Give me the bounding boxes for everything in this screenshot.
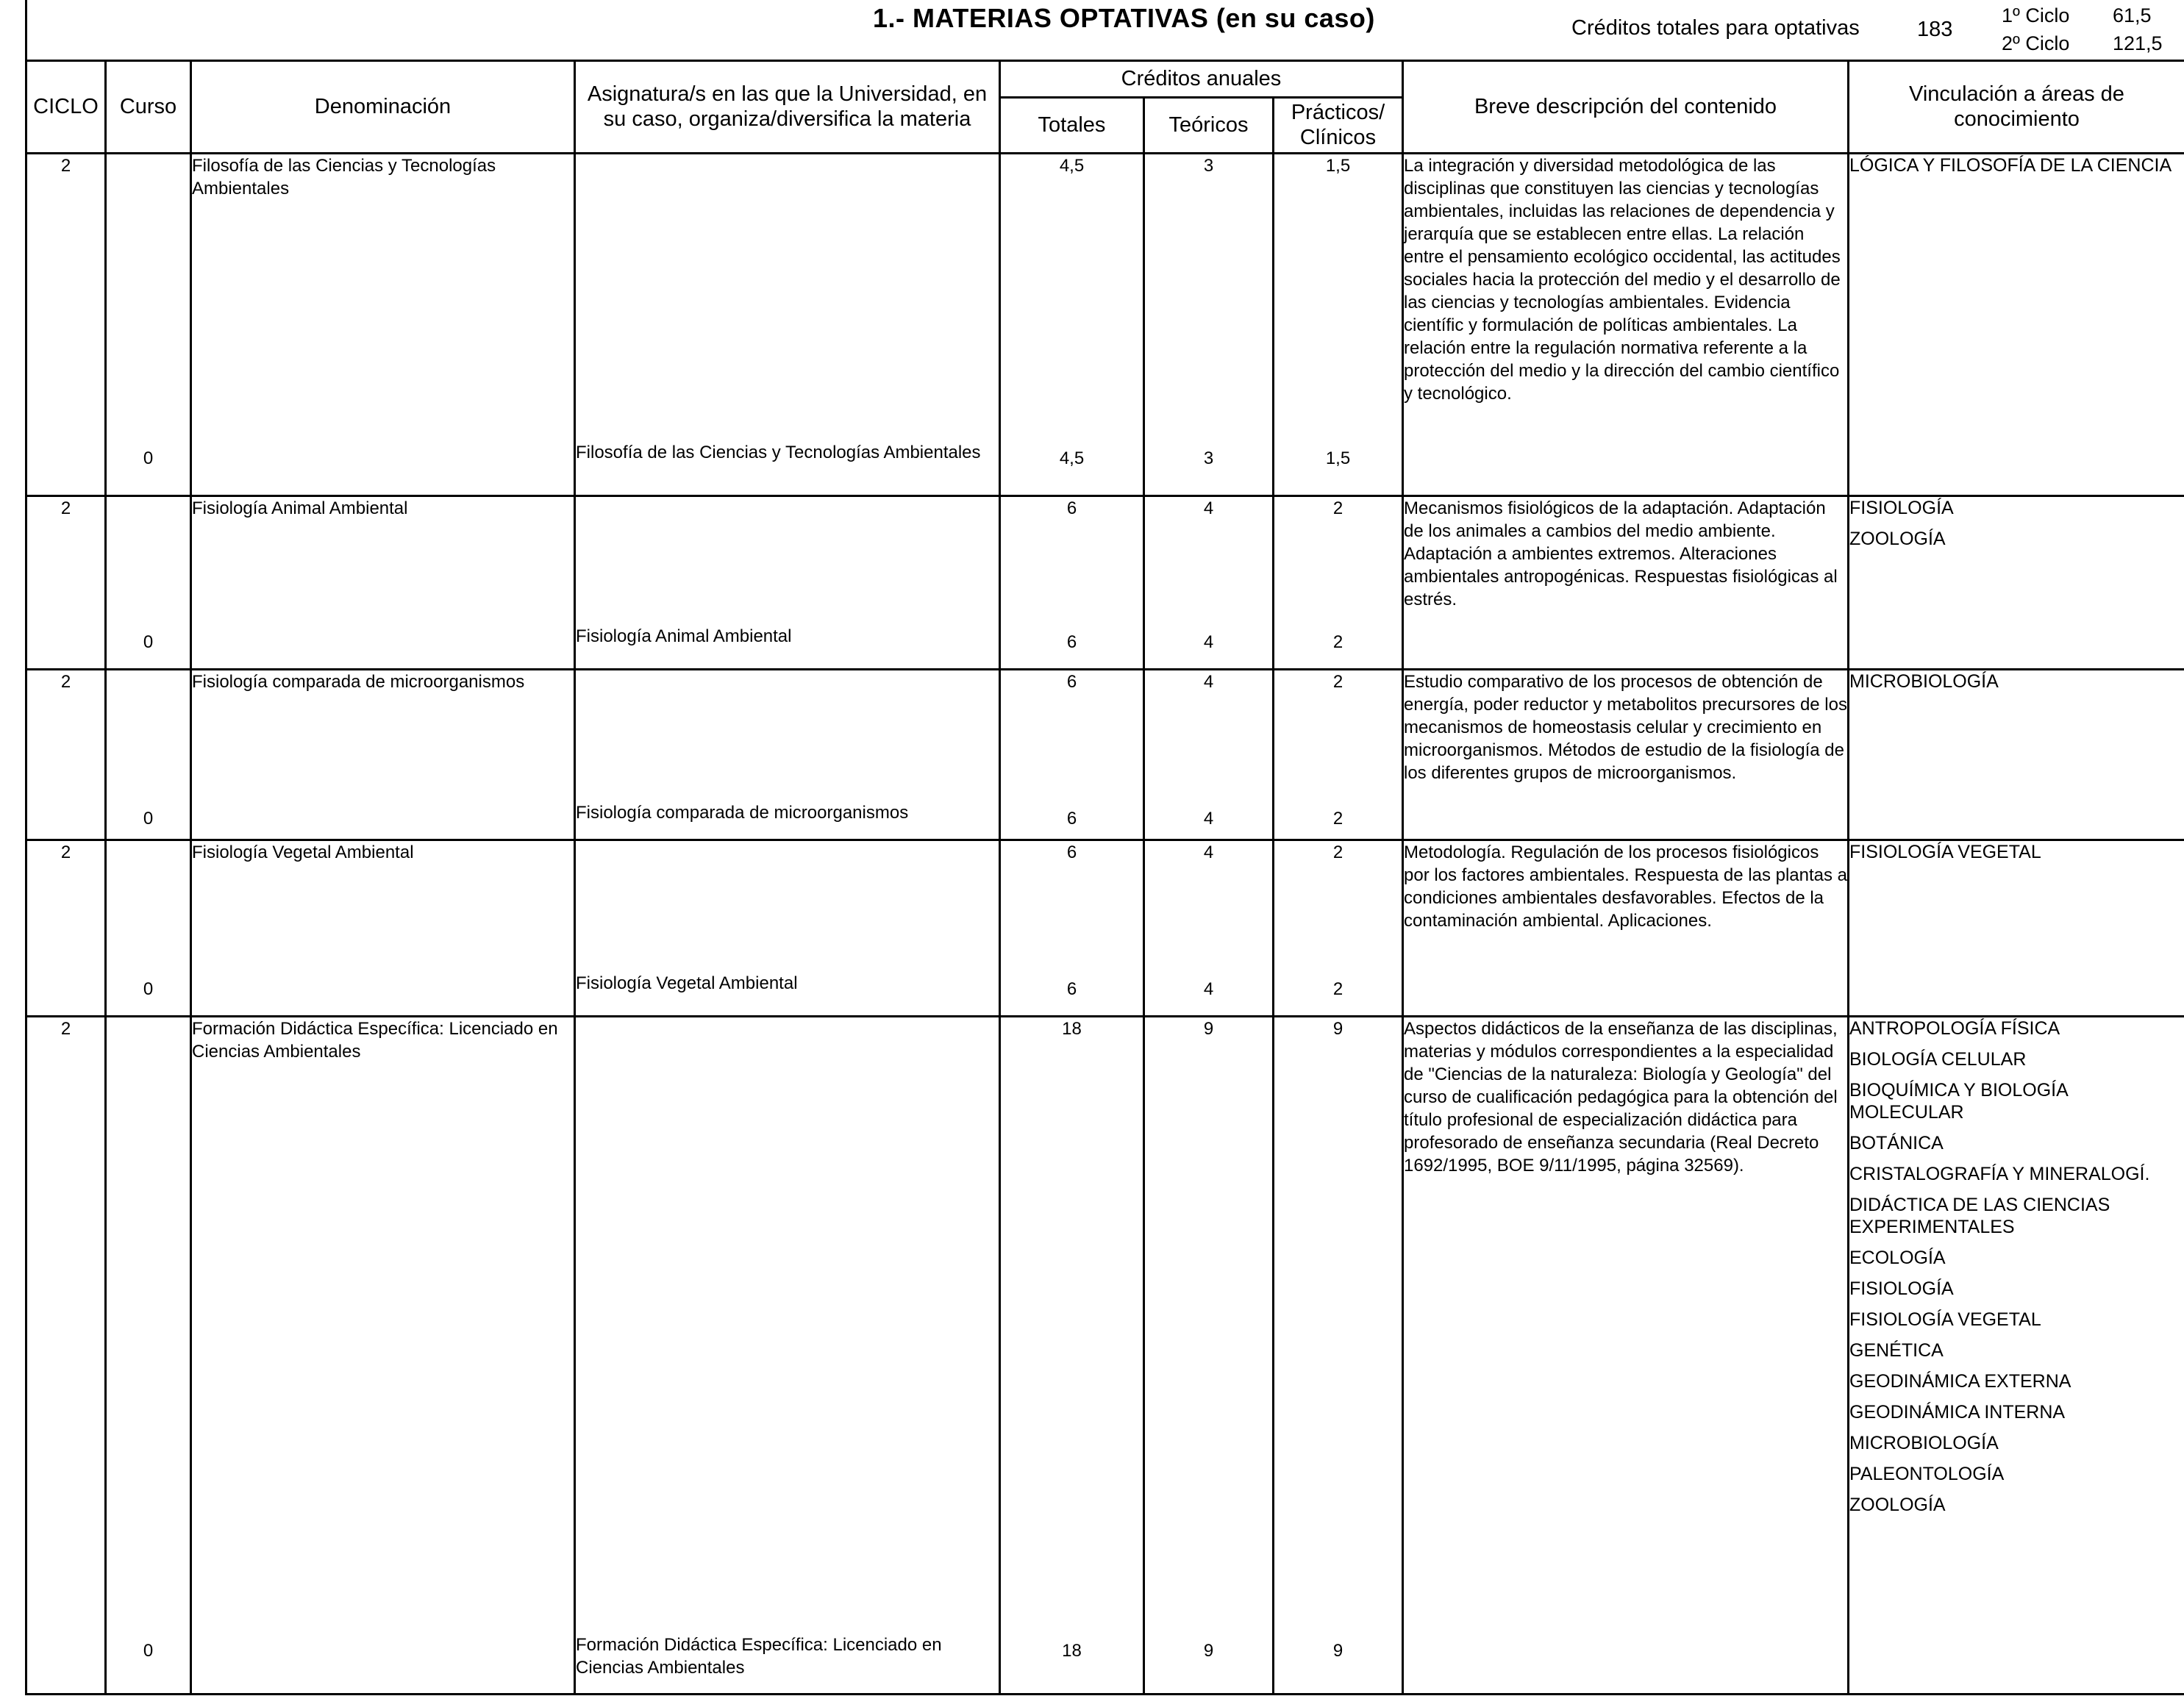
denominacion-cell: [191, 801, 575, 840]
descripcion-cell: Aspectos didácticos de la enseñanza de las disciplinas, materias y módulos correspondientes a la especialidad de "Ciencias de la naturaleza: Biología y Geología" del curso de cualificación pedagógica para la obtención del título profesional de especialización didáctica para profesorado de enseñanza secundaria (Real Decreto 1692/1995, BOE 9/11/1995, página 32569).: [1403, 1016, 1849, 1634]
asignatura-cell: Fisiología Vegetal Ambiental: [575, 972, 1000, 1016]
areas-cell: [1849, 669, 2184, 801]
ciclo-cell: [26, 801, 106, 840]
totales-cell: 6: [1000, 840, 1144, 972]
asignatura-cell: [575, 840, 1000, 972]
col-header-curso: Curso: [106, 62, 191, 153]
totales-cell: 4,5: [1000, 153, 1144, 441]
ciclo-cell: 2: [26, 153, 106, 441]
areas-cell: [1849, 1634, 2184, 1695]
table-row: [26, 972, 2184, 1016]
denominacion-cell: [191, 625, 575, 669]
credits-total-value: 183: [1917, 18, 1953, 41]
area-item: ANTROPOLOGÍA FÍSICA: [1849, 1017, 2060, 1039]
practicos-cell: 2: [1274, 495, 1403, 625]
descripcion-cell: Mecanismos fisiológicos de la adaptación. Adaptación de los animales a cambios del medio ambiente. Adaptación a ambientes extremos. Alteraciones ambientales antropogénicas. Respuestas fisiológicas al estrés.: [1403, 495, 1849, 625]
descripcion-cell: [1403, 625, 1849, 669]
ciclo-cell: 2: [26, 495, 106, 625]
curso-cell: [106, 669, 191, 801]
teoricos-cell: 4: [1144, 495, 1274, 625]
denominacion-cell: [191, 441, 575, 495]
area-item: GEODINÁMICA EXTERNA: [1849, 1370, 2071, 1392]
asignatura-cell: Fisiología comparada de microorganismos: [575, 801, 1000, 840]
table-row: [26, 1634, 2184, 1695]
table-row: [26, 153, 2184, 441]
totales-cell: 18: [1000, 1016, 1144, 1634]
asignatura-cell: Fisiología Animal Ambiental: [575, 625, 1000, 669]
practicos-cell: 2: [1274, 669, 1403, 801]
col-header-creditos-anuales: Créditos anuales: [1000, 62, 1403, 97]
cycle-1-value: 61,5: [2113, 4, 2152, 26]
curso-cell: [106, 1016, 191, 1634]
area-item: FISIOLOGÍA VEGETAL: [1849, 1309, 2041, 1330]
denominacion-cell: Fisiología comparada de microorganismos: [191, 669, 575, 801]
table-row: [26, 801, 2184, 840]
areas-cell: [1849, 801, 2184, 840]
asignatura-cell: Filosofía de las Ciencias y Tecnologías Ambientales: [575, 441, 1000, 495]
ciclo-cell: [26, 441, 106, 495]
cycle-1-label: 1º Ciclo: [2002, 4, 2070, 26]
areas-cell: [1849, 153, 2184, 441]
asignatura-cell: [575, 669, 1000, 801]
totales-cell: 6: [1000, 625, 1144, 669]
col-header-asignaturas: Asignatura/s en las que la Universidad, en su caso, organiza/diversifica la materia: [575, 62, 1000, 153]
document-title: 1.- MATERIAS OPTATIVAS (en su caso): [873, 3, 1375, 33]
practicos-cell: 2: [1274, 801, 1403, 840]
denominacion-cell: [191, 1634, 575, 1695]
denominacion-cell: Formación Didáctica Específica: Licenciado en Ciencias Ambientales: [191, 1016, 575, 1634]
teoricos-cell: 4: [1144, 840, 1274, 972]
area-item: MICROBIOLOGÍA: [1849, 1432, 1999, 1453]
areas-cell: [1849, 625, 2184, 669]
curso-cell: 0: [106, 972, 191, 1016]
area-item: FISIOLOGÍA: [1849, 1278, 1954, 1299]
curso-cell: 0: [106, 441, 191, 495]
teoricos-cell: 9: [1144, 1634, 1274, 1695]
teoricos-cell: 4: [1144, 669, 1274, 801]
teoricos-cell: 4: [1144, 801, 1274, 840]
area-item: FISIOLOGÍA: [1849, 497, 1954, 518]
table-bottom-rule: [25, 1693, 2184, 1695]
totales-cell: 6: [1000, 972, 1144, 1016]
area-item: MICROBIOLOGÍA: [1849, 670, 1999, 692]
area-item: ECOLOGÍA: [1849, 1247, 1946, 1268]
optativas-table: [25, 62, 2184, 1695]
totales-cell: 18: [1000, 1634, 1144, 1695]
area-item: GENÉTICA: [1849, 1339, 1944, 1361]
col-header-ciclo: CICLO: [26, 62, 106, 153]
totales-cell: 4,5: [1000, 441, 1144, 495]
practicos-cell: 2: [1274, 840, 1403, 972]
area-item: FISIOLOGÍA VEGETAL: [1849, 841, 2041, 862]
descripcion-cell: [1403, 1634, 1849, 1695]
descripcion-cell: La integración y diversidad metodológica de las disciplinas que constituyen las ciencias y tecnologías ambientales, incluidas las relaciones de dependencia y jerarquía que se establecen entre ellas. La relación entre el pensamiento ecológico occidental, las actitudes sociales hacia la protección del medio y el desarrollo de las ciencias y tecnologías ambientales. Evidencia científic y formulación de políticas ambientales. La relación entre la regulación normativa referente a la protección del medio y la dirección del cambio científico y tecnológico.: [1403, 153, 1849, 441]
col-header-teoricos: Teóricos: [1144, 97, 1274, 153]
denominacion-cell: Fisiología Vegetal Ambiental: [191, 840, 575, 972]
totales-cell: 6: [1000, 801, 1144, 840]
asignatura-cell: Formación Didáctica Específica: Licenciado en Ciencias Ambientales: [575, 1634, 1000, 1695]
curso-cell: 0: [106, 801, 191, 840]
ciclo-cell: 2: [26, 1016, 106, 1634]
area-item: GEODINÁMICA INTERNA: [1849, 1401, 2066, 1423]
ciclo-cell: 2: [26, 840, 106, 972]
descripcion-cell: Metodología. Regulación de los procesos fisiológicos por los factores ambientales. Respuesta de las plantas a condiciones ambientales desfavorables. Efectos de la contaminación ambiental. Aplicaciones.: [1403, 840, 1849, 972]
area-item: CRISTALOGRAFÍA Y MINERALOGÍ.: [1849, 1163, 2150, 1184]
cycle-2-label: 2º Ciclo: [2002, 32, 2070, 54]
areas-cell: [1849, 840, 2184, 972]
table-row: [26, 840, 2184, 972]
area-item: DIDÁCTICA DE LAS CIENCIAS EXPERIMENTALES: [1849, 1194, 2110, 1237]
areas-cell: [1849, 972, 2184, 1016]
ciclo-cell: [26, 972, 106, 1016]
area-item: ZOOLOGÍA: [1849, 1494, 1946, 1515]
denominacion-cell: Fisiología Animal Ambiental: [191, 495, 575, 625]
col-header-vinculacion: Vinculación a áreas de conocimiento: [1849, 62, 2184, 153]
practicos-cell: 2: [1274, 625, 1403, 669]
practicos-cell: 9: [1274, 1634, 1403, 1695]
areas-cell: [1849, 495, 2184, 625]
col-header-denominacion: Denominación: [191, 62, 575, 153]
teoricos-cell: 3: [1144, 441, 1274, 495]
ciclo-cell: 2: [26, 669, 106, 801]
practicos-cell: 1,5: [1274, 441, 1403, 495]
credits-total-label: Créditos totales para optativas: [1571, 16, 1860, 40]
col-header-practicos: Prácticos/ Clínicos: [1274, 97, 1403, 153]
curso-cell: 0: [106, 625, 191, 669]
area-item: BIOLOGÍA CELULAR: [1849, 1048, 2027, 1070]
table-row: [26, 1016, 2184, 1634]
curso-cell: [106, 153, 191, 441]
descripcion-cell: [1403, 801, 1849, 840]
area-item: ZOOLOGÍA: [1849, 528, 1946, 549]
area-item: LÓGICA Y FILOSOFÍA DE LA CIENCIA: [1849, 154, 2172, 176]
cycle-2-value: 121,5: [2113, 32, 2163, 54]
table-row: [26, 669, 2184, 801]
table-row: [26, 625, 2184, 669]
area-item: BIOQUÍMICA Y BIOLOGÍA MOLECULAR: [1849, 1079, 2068, 1123]
col-header-totales: Totales: [1000, 97, 1144, 153]
curso-cell: [106, 495, 191, 625]
descripcion-cell: Estudio comparativo de los procesos de obtención de energía, poder reductor y metabolitos precursores de los mecanismos de homeostasis celular y crecimiento en microorganismos. Métodos de estudio de la fisiología de los diferentes grupos de microorganismos.: [1403, 669, 1849, 801]
areas-cell: [1849, 441, 2184, 495]
title-bar: [25, 0, 2184, 62]
practicos-cell: 9: [1274, 1016, 1403, 1634]
asignatura-cell: [575, 495, 1000, 625]
denominacion-cell: [191, 972, 575, 1016]
totales-cell: 6: [1000, 669, 1144, 801]
area-item: PALEONTOLOGÍA: [1849, 1463, 2005, 1484]
descripcion-cell: [1403, 441, 1849, 495]
teoricos-cell: 3: [1144, 153, 1274, 441]
asignatura-cell: [575, 1016, 1000, 1634]
ciclo-cell: [26, 1634, 106, 1695]
curso-cell: [106, 840, 191, 972]
descripcion-cell: [1403, 972, 1849, 1016]
denominacion-cell: Filosofía de las Ciencias y Tecnologías Ambientales: [191, 153, 575, 441]
curso-cell: 0: [106, 1634, 191, 1695]
col-header-descripcion: Breve descripción del contenido: [1403, 62, 1849, 153]
totales-cell: 6: [1000, 495, 1144, 625]
teoricos-cell: 9: [1144, 1016, 1274, 1634]
asignatura-cell: [575, 153, 1000, 441]
table-row: [26, 441, 2184, 495]
teoricos-cell: 4: [1144, 625, 1274, 669]
areas-cell: [1849, 1016, 2184, 1634]
practicos-cell: 1,5: [1274, 153, 1403, 441]
table-row: [26, 495, 2184, 625]
area-item: BOTÁNICA: [1849, 1132, 1944, 1153]
ciclo-cell: [26, 625, 106, 669]
practicos-cell: 2: [1274, 972, 1403, 1016]
teoricos-cell: 4: [1144, 972, 1274, 1016]
